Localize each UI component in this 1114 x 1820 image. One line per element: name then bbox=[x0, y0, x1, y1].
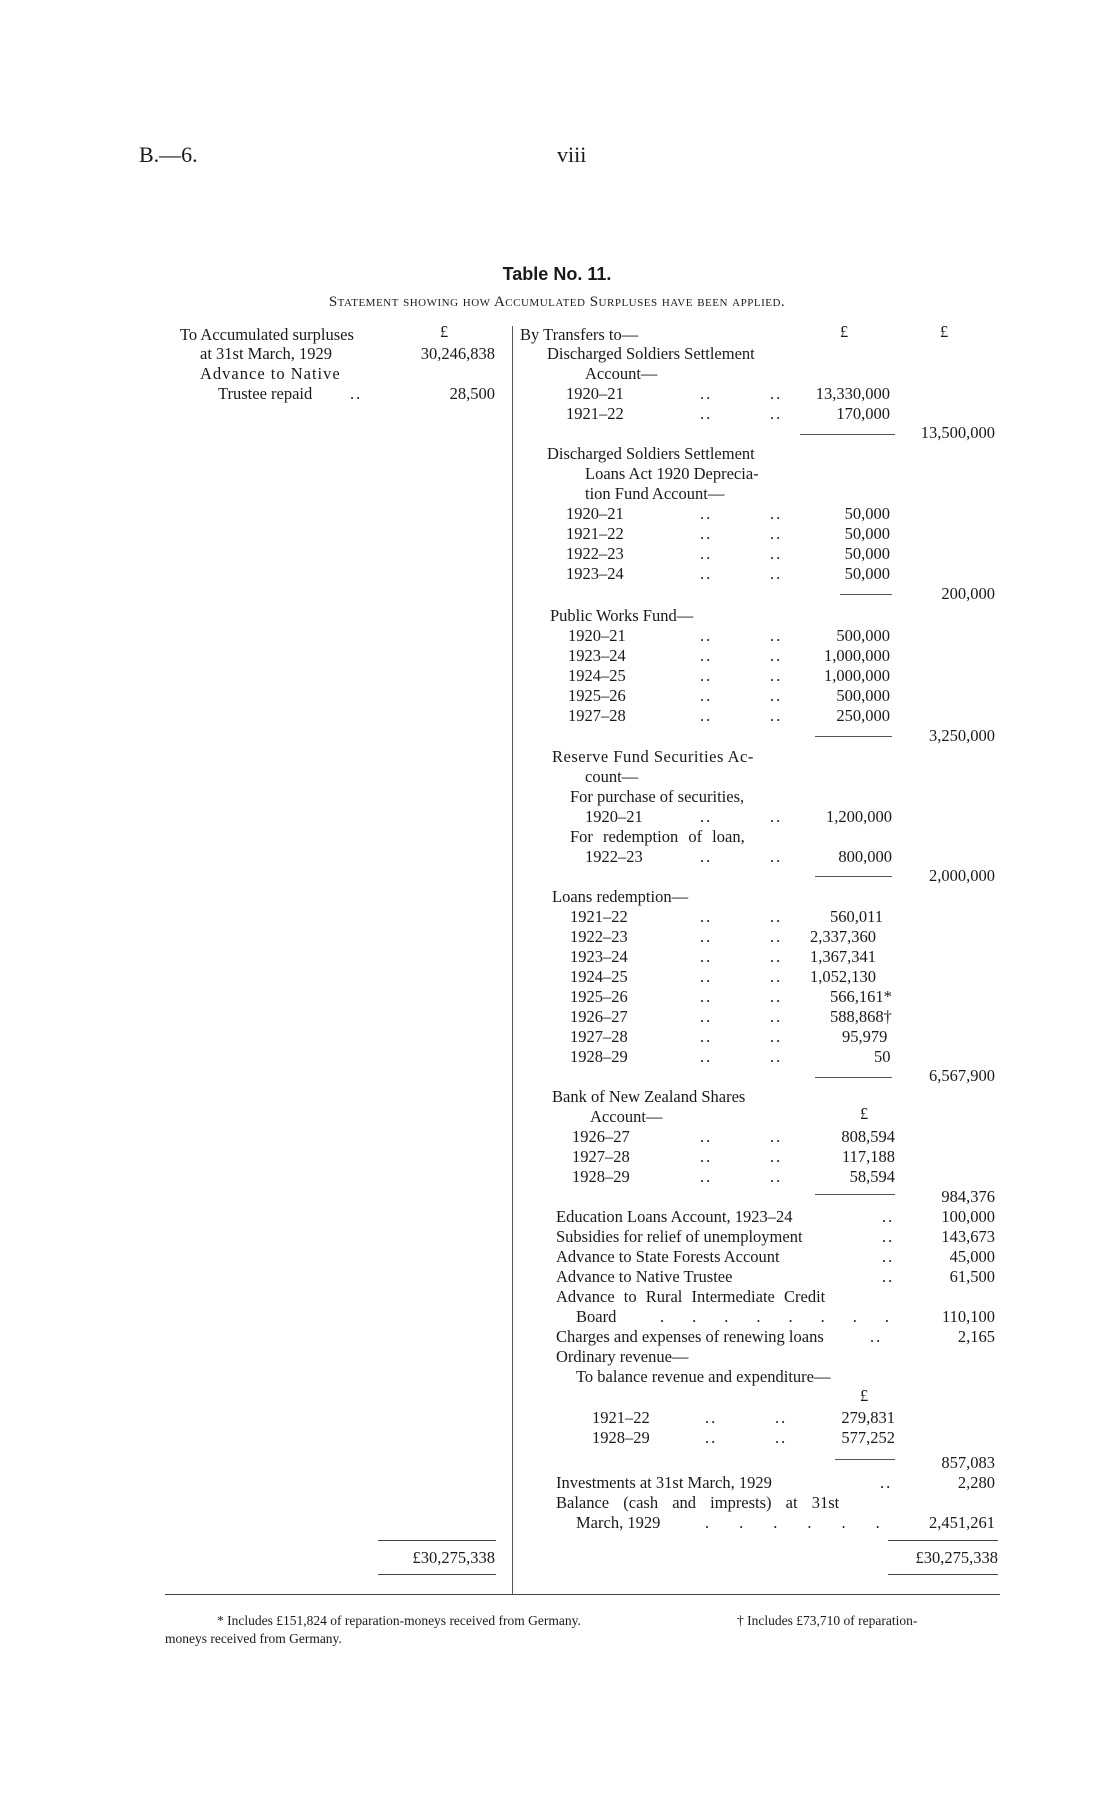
pwf-amount: 500,000 bbox=[836, 686, 890, 705]
left-line-4: Trustee repaid bbox=[218, 384, 313, 403]
dssl-amount: 50,000 bbox=[844, 564, 890, 583]
ord-currency: £ bbox=[860, 1386, 869, 1405]
lr-amount: 1,052,130 bbox=[810, 967, 876, 986]
bal-dots: ...... bbox=[705, 1513, 910, 1532]
bnz-label-1: Bank of New Zealand Shares bbox=[552, 1087, 746, 1106]
misc-amount: 100,000 bbox=[941, 1207, 995, 1226]
left-total: £30,275,338 bbox=[412, 1548, 495, 1567]
bnz-amount: 117,188 bbox=[841, 1147, 895, 1166]
dssa-year: 1920–21 bbox=[566, 384, 624, 403]
lr-year: 1921–22 bbox=[570, 907, 628, 926]
pwf-dots: .. bbox=[770, 626, 783, 645]
rfs-label-1: Reserve Fund Securities Ac- bbox=[552, 747, 754, 766]
ord-dots: .. bbox=[705, 1408, 718, 1427]
dssl-year: 1922–23 bbox=[566, 544, 624, 563]
lr-year: 1927–28 bbox=[570, 1027, 628, 1046]
ord-year: 1921–22 bbox=[592, 1408, 650, 1427]
bnz-dots: .. bbox=[770, 1167, 783, 1186]
footnotes bbox=[165, 1612, 1005, 1648]
bal-label-1: Balance (cash and imprests) at 31st bbox=[556, 1493, 840, 1512]
table-title: Table No. 11. bbox=[502, 264, 612, 284]
pwf-total: 3,250,000 bbox=[929, 726, 995, 745]
inv-amount: 2,280 bbox=[957, 1473, 995, 1492]
pwf-dots: .. bbox=[700, 686, 713, 705]
ord-dots: .. bbox=[775, 1428, 788, 1447]
dssa-year: 1921–22 bbox=[566, 404, 624, 423]
ord-amount: 279,831 bbox=[841, 1408, 895, 1427]
dssl-dots: .. bbox=[770, 564, 783, 583]
dssl-total: 200,000 bbox=[941, 584, 995, 603]
bnz-amount: 808,594 bbox=[841, 1127, 895, 1146]
footnote-a: * Includes £151,824 of reparation-moneys received from Germany. bbox=[217, 1613, 581, 1628]
dssa-dots: .. bbox=[700, 404, 713, 423]
ord-label-1: Ordinary revenue— bbox=[556, 1347, 689, 1366]
table-bottom-rule bbox=[165, 1594, 1000, 1595]
dssl-dots: .. bbox=[770, 524, 783, 543]
rural-label-2: Board bbox=[576, 1307, 617, 1326]
dssl-dots: .. bbox=[700, 524, 713, 543]
col2-currency: £ bbox=[940, 322, 949, 341]
pwf-dots: .. bbox=[770, 666, 783, 685]
left-currency: £ bbox=[440, 322, 449, 341]
lr-year: 1924–25 bbox=[570, 967, 628, 986]
rfs-total: 2,000,000 bbox=[929, 866, 995, 885]
lr-dots: .. bbox=[770, 947, 783, 966]
bnz-dots: .. bbox=[770, 1127, 783, 1146]
dssa-label-2: Account— bbox=[585, 364, 658, 383]
lr-amount: 50 bbox=[874, 1047, 891, 1066]
rfs-dots: .. bbox=[700, 847, 713, 866]
rfs-purchase: For purchase of securities, bbox=[570, 787, 745, 806]
pwf-label: Public Works Fund— bbox=[550, 606, 694, 625]
left-total-underline bbox=[378, 1574, 496, 1575]
pwf-dots: .. bbox=[770, 646, 783, 665]
dssa-total: 13,500,000 bbox=[920, 423, 995, 442]
lr-dots: .. bbox=[770, 1027, 783, 1046]
by-transfers-heading: By Transfers to— bbox=[520, 325, 639, 344]
inv-label: Investments at 31st March, 1929 bbox=[556, 1473, 772, 1492]
lr-dots: .. bbox=[770, 1047, 783, 1066]
lr-total: 6,567,900 bbox=[929, 1066, 995, 1085]
misc-dots: .. bbox=[882, 1207, 895, 1226]
lr-dots: .. bbox=[700, 967, 713, 986]
pwf-dots: .. bbox=[770, 686, 783, 705]
lr-dots: .. bbox=[700, 1047, 713, 1066]
dssl-year: 1923–24 bbox=[566, 564, 624, 583]
lr-amount: 560,011 bbox=[830, 907, 884, 926]
dssl-label-1: Discharged Soldiers Settlement bbox=[547, 444, 755, 463]
lr-dots: .. bbox=[700, 987, 713, 1006]
rfs-year-1: 1920–21 bbox=[585, 807, 643, 826]
lr-amount: 95,979 bbox=[842, 1027, 888, 1046]
bnz-year: 1928–29 bbox=[572, 1167, 630, 1186]
lr-year: 1925–26 bbox=[570, 987, 628, 1006]
page-reference: B.—6. bbox=[139, 142, 198, 167]
lr-year: 1928–29 bbox=[570, 1047, 628, 1066]
misc-label: Subsidies for relief of unemployment bbox=[556, 1227, 803, 1246]
left-amount-2: 28,500 bbox=[449, 384, 495, 403]
rfs-dots: .. bbox=[770, 807, 783, 826]
ord-year: 1928–29 bbox=[592, 1428, 650, 1447]
bnz-dots: .. bbox=[770, 1147, 783, 1166]
left-total-rule bbox=[378, 1540, 496, 1541]
bnz-currency: £ bbox=[860, 1104, 869, 1123]
lr-dots: .. bbox=[700, 947, 713, 966]
charges-dots: .. bbox=[870, 1327, 883, 1346]
lr-dots: .. bbox=[700, 1027, 713, 1046]
lr-amount: 588,868† bbox=[830, 1007, 892, 1026]
page-number: viii bbox=[557, 142, 587, 167]
lr-dots: .. bbox=[770, 967, 783, 986]
dssl-year: 1920–21 bbox=[566, 504, 624, 523]
dssa-label-1: Discharged Soldiers Settlement bbox=[547, 344, 755, 363]
right-total-rule bbox=[888, 1540, 998, 1541]
bnz-year: 1927–28 bbox=[572, 1147, 630, 1166]
lr-label: Loans redemption— bbox=[552, 887, 689, 906]
dssl-label-2: Loans Act 1920 Deprecia- bbox=[585, 464, 759, 483]
pwf-dots: .. bbox=[700, 706, 713, 725]
charges-label: Charges and expenses of renewing loans bbox=[556, 1327, 824, 1346]
col1-currency: £ bbox=[840, 322, 849, 341]
dssa-dots: .. bbox=[700, 384, 713, 403]
bnz-label-2: Account— bbox=[590, 1107, 663, 1126]
column-divider bbox=[512, 326, 513, 1594]
rural-dots: ........ bbox=[660, 1307, 917, 1326]
ord-dots: .. bbox=[705, 1428, 718, 1447]
bnz-amount: 58,594 bbox=[849, 1167, 895, 1186]
lr-dots: .. bbox=[700, 907, 713, 926]
right-total: £30,275,338 bbox=[915, 1548, 998, 1567]
rfs-dots: .. bbox=[700, 807, 713, 826]
bnz-total: 984,376 bbox=[941, 1187, 995, 1206]
lr-year: 1922–23 bbox=[570, 927, 628, 946]
pwf-year: 1925–26 bbox=[568, 686, 626, 705]
rural-amount: 110,100 bbox=[941, 1307, 995, 1326]
dssl-year: 1921–22 bbox=[566, 524, 624, 543]
pwf-dots: .. bbox=[700, 626, 713, 645]
pwf-dots: .. bbox=[700, 666, 713, 685]
lr-amount: 566,161* bbox=[830, 987, 892, 1006]
lr-year: 1926–27 bbox=[570, 1007, 628, 1026]
table-subtitle: Statement showing how Accumulated Surpluses have been applied. bbox=[328, 294, 786, 310]
dssl-dots: .. bbox=[700, 564, 713, 583]
bnz-dots: .. bbox=[700, 1167, 713, 1186]
lr-amount: 2,337,360 bbox=[810, 927, 876, 946]
dssa-amount: 170,000 bbox=[836, 404, 890, 423]
bal-amount: 2,451,261 bbox=[929, 1513, 995, 1532]
misc-amount: 143,673 bbox=[941, 1227, 995, 1246]
dssl-amount: 50,000 bbox=[844, 524, 890, 543]
misc-dots: .. bbox=[882, 1227, 895, 1246]
lr-dots: .. bbox=[770, 987, 783, 1006]
pwf-year: 1920–21 bbox=[568, 626, 626, 645]
pwf-year: 1924–25 bbox=[568, 666, 626, 685]
left-amount-1: 30,246,838 bbox=[420, 344, 495, 363]
pwf-dots: .. bbox=[770, 706, 783, 725]
left-line-3: Advance to Native bbox=[200, 364, 341, 383]
ord-dots: .. bbox=[775, 1408, 788, 1427]
dssl-dots: .. bbox=[700, 504, 713, 523]
bal-label-2: March, 1929 bbox=[576, 1513, 661, 1532]
bnz-dots: .. bbox=[700, 1127, 713, 1146]
rfs-amount-1: 1,200,000 bbox=[826, 807, 892, 826]
misc-amount: 61,500 bbox=[949, 1267, 995, 1286]
left-line-2: at 31st March, 1929 bbox=[200, 344, 332, 363]
rfs-year-2: 1922–23 bbox=[585, 847, 643, 866]
right-total-underline bbox=[888, 1574, 998, 1575]
dssl-amount: 50,000 bbox=[844, 544, 890, 563]
bnz-year: 1926–27 bbox=[572, 1127, 630, 1146]
dssa-amount: 13,330,000 bbox=[815, 384, 890, 403]
inv-dots: .. bbox=[880, 1473, 893, 1492]
rfs-amount-2: 800,000 bbox=[838, 847, 892, 866]
lr-amount: 1,367,341 bbox=[810, 947, 876, 966]
footnote-b: † Includes £73,710 of reparation- bbox=[737, 1613, 918, 1628]
dssl-amount: 50,000 bbox=[844, 504, 890, 523]
lr-dots: .. bbox=[770, 1007, 783, 1026]
rural-label-1: Advance to Rural Intermediate Credit bbox=[556, 1287, 826, 1306]
dssl-label-3: tion Fund Account— bbox=[585, 484, 725, 503]
rfs-dots: .. bbox=[770, 847, 783, 866]
misc-label: Advance to State Forests Account bbox=[556, 1247, 780, 1266]
left-line-1: To Accumulated surpluses bbox=[180, 325, 354, 344]
left-dots: .. bbox=[350, 384, 363, 403]
pwf-amount: 1,000,000 bbox=[824, 666, 890, 685]
rfs-redemption: For redemption of loan, bbox=[570, 827, 745, 846]
pwf-amount: 500,000 bbox=[836, 626, 890, 645]
pwf-year: 1927–28 bbox=[568, 706, 626, 725]
misc-dots: .. bbox=[882, 1247, 895, 1266]
misc-dots: .. bbox=[882, 1267, 895, 1286]
pwf-amount: 1,000,000 bbox=[824, 646, 890, 665]
lr-year: 1923–24 bbox=[570, 947, 628, 966]
dssl-dots: .. bbox=[770, 504, 783, 523]
lr-dots: .. bbox=[770, 907, 783, 926]
ord-label-2: To balance revenue and expenditure— bbox=[576, 1367, 831, 1386]
lr-dots: .. bbox=[700, 1007, 713, 1026]
lr-dots: .. bbox=[770, 927, 783, 946]
pwf-year: 1923–24 bbox=[568, 646, 626, 665]
dssl-dots: .. bbox=[770, 544, 783, 563]
dssa-dots: .. bbox=[770, 404, 783, 423]
misc-amount: 45,000 bbox=[949, 1247, 995, 1266]
charges-amount: 2,165 bbox=[957, 1327, 995, 1346]
dssa-dots: .. bbox=[770, 384, 783, 403]
lr-dots: .. bbox=[700, 927, 713, 946]
pwf-dots: .. bbox=[700, 646, 713, 665]
bnz-dots: .. bbox=[700, 1147, 713, 1166]
dssl-dots: .. bbox=[700, 544, 713, 563]
misc-label: Education Loans Account, 1923–24 bbox=[556, 1207, 793, 1226]
ord-amount: 577,252 bbox=[841, 1428, 895, 1447]
pwf-amount: 250,000 bbox=[836, 706, 890, 725]
rfs-label-2: count— bbox=[585, 767, 639, 786]
ord-total: 857,083 bbox=[941, 1453, 995, 1472]
footnote-c: moneys received from Germany. bbox=[165, 1631, 342, 1646]
misc-label: Advance to Native Trustee bbox=[556, 1267, 733, 1286]
